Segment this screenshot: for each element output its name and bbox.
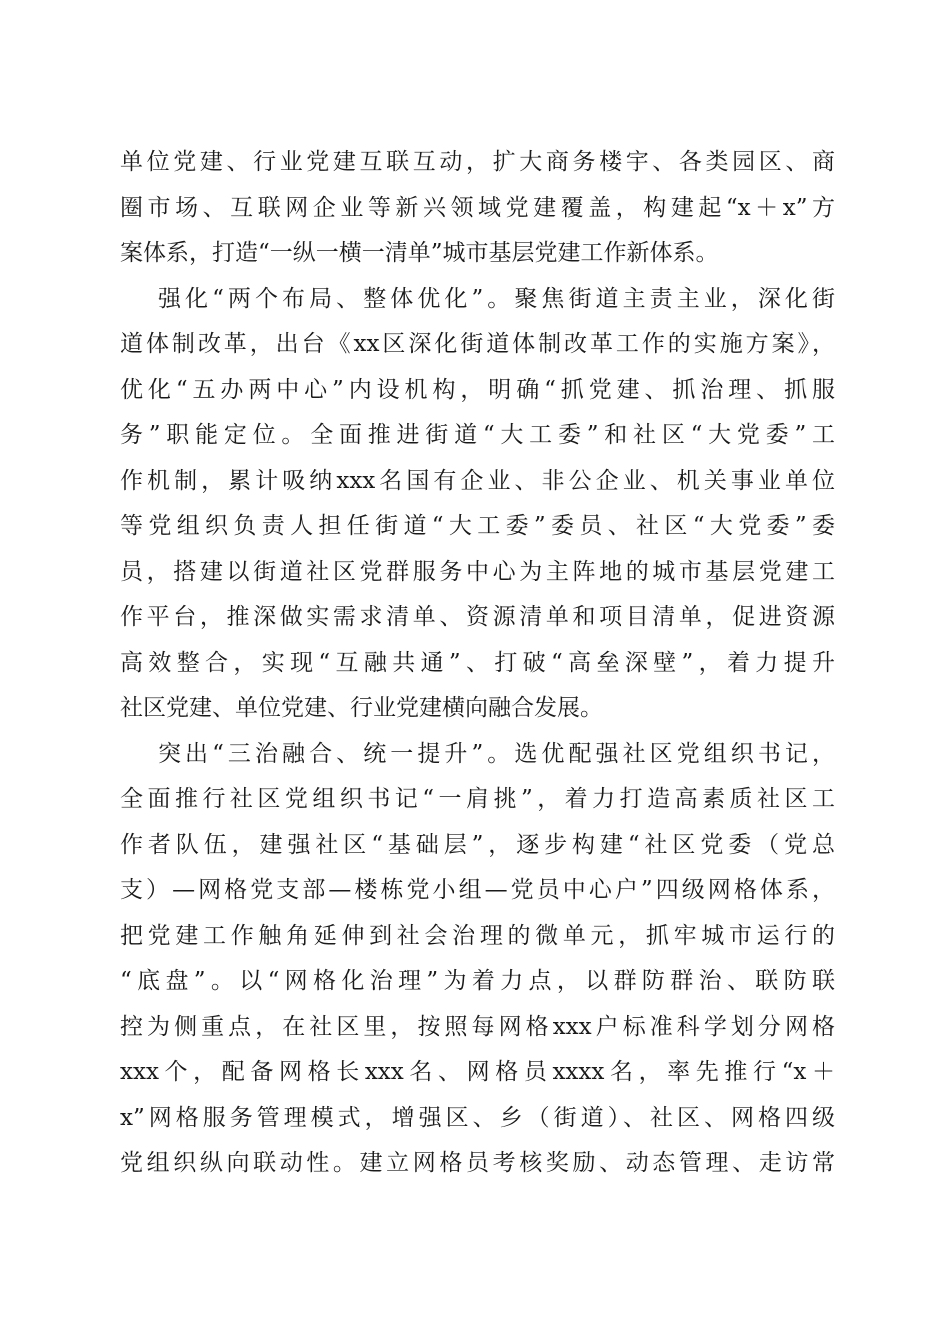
text-line: 等党组织负责人担任街道“大工委”委员、社区“大党委”委 bbox=[120, 513, 835, 539]
text-line: 全面推行社区党组织书记“一肩挑”，着力打造高素质社区工 bbox=[120, 786, 835, 812]
text-line: 党组织纵向联动性。建立网格员考核奖励、动态管理、走访常 bbox=[120, 1150, 835, 1176]
text-line: 作机制，累计吸纳xxx名国有企业、非公企业、机关事业单位 bbox=[120, 468, 835, 494]
text-line: 优化“五办两中心”内设机构，明确“抓党建、抓治理、抓服 bbox=[120, 377, 835, 403]
text-line: 高效整合，实现“互融共通”、打破“高垒深壁”，着力提升 bbox=[120, 650, 835, 676]
text-line: x”网格服务管理模式，增强区、乡（街道）、社区、网格四级 bbox=[120, 1105, 835, 1131]
text-line: 圈市场、互联网企业等新兴领域党建覆盖，构建起“x＋x”方 bbox=[120, 195, 835, 221]
text-line: 务”职能定位。全面推进街道“大工委”和社区“大党委”工 bbox=[120, 422, 835, 448]
text-line: 作者队伍，建强社区“基础层”，逐步构建“社区党委（党总 bbox=[120, 832, 835, 858]
text-line: 把党建工作触角延伸到社会治理的微单元，抓牢城市运行的 bbox=[120, 923, 835, 949]
text-line: 突出“三治融合、统一提升”。选优配强社区党组织书记， bbox=[158, 741, 835, 767]
text-line: 社区党建、单位党建、行业党建横向融合发展。 bbox=[120, 695, 603, 721]
text-line: 单位党建、行业党建互联互动，扩大商务楼宇、各类园区、商 bbox=[120, 149, 835, 175]
text-line: 道体制改革，出台《xx区深化街道体制改革工作的实施方案》， bbox=[120, 331, 835, 357]
text-line: xxx个，配备网格长xxx名、网格员xxxx名，率先推行“x＋ bbox=[120, 1059, 835, 1085]
text-line: 控为侧重点，在社区里，按照每网格xxx户标准科学划分网格 bbox=[120, 1014, 835, 1040]
text-line: 员，搭建以街道社区党群服务中心为主阵地的城市基层党建工 bbox=[120, 559, 835, 585]
text-line: 强化“两个布局、整体优化”。聚焦街道主责主业，深化街 bbox=[158, 286, 835, 312]
text-line: 案体系，打造“一纵一横一清单”城市基层党建工作新体系。 bbox=[120, 240, 719, 266]
text-line: “底盘”。以“网格化治理”为着力点，以群防群治、联防联 bbox=[120, 968, 835, 994]
text-line: 作平台，推深做实需求清单、资源清单和项目清单，促进资源 bbox=[120, 604, 835, 630]
text-line: 支）—网格党支部—楼栋党小组—党员中心户”四级网格体系， bbox=[120, 877, 835, 903]
